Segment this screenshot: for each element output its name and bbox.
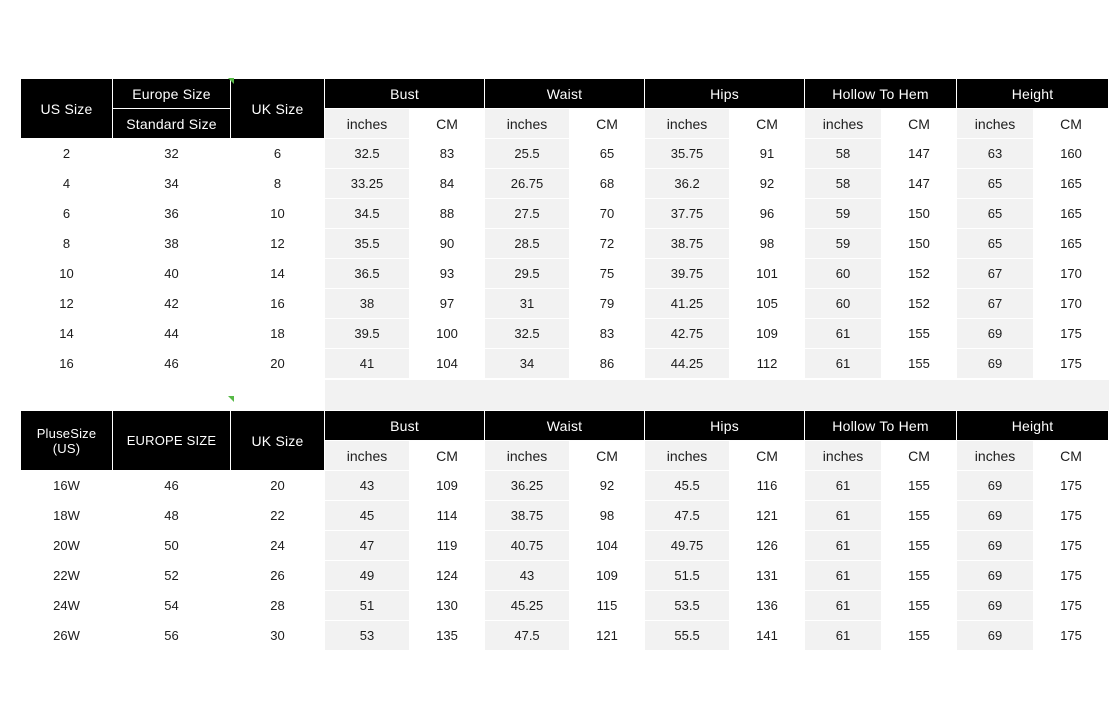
table-cell: 69 <box>957 591 1034 621</box>
table-cell: 155 <box>882 591 957 621</box>
table-cell: 14 <box>231 259 325 289</box>
standard-size-table <box>20 78 1109 379</box>
header-hollow-to-hem: Hollow To Hem <box>805 79 957 109</box>
gap-cell <box>485 380 645 410</box>
table-cell: 104 <box>410 349 485 379</box>
table-cell: 20W <box>21 531 113 561</box>
table-cell: 16 <box>231 289 325 319</box>
accent-marker-icon <box>228 396 234 402</box>
table-cell: 109 <box>570 561 645 591</box>
gap-row <box>21 380 1109 410</box>
header-plus-europe-size: EUROPE SIZE <box>113 411 231 471</box>
table-cell: 10 <box>21 259 113 289</box>
table-cell: 34 <box>113 169 231 199</box>
table-cell: 90 <box>410 229 485 259</box>
table-cell: 126 <box>730 531 805 561</box>
table-cell: 61 <box>805 349 882 379</box>
table-cell: 43 <box>485 561 570 591</box>
table-cell: 61 <box>805 501 882 531</box>
table-cell: 165 <box>1034 199 1109 229</box>
table-cell: 155 <box>882 501 957 531</box>
table-cell: 60 <box>805 259 882 289</box>
table-cell: 70 <box>570 199 645 229</box>
table-cell: 50 <box>113 531 231 561</box>
table-cell: 36 <box>113 199 231 229</box>
table-cell: 109 <box>730 319 805 349</box>
table-cell: 8 <box>231 169 325 199</box>
table-cell: 155 <box>882 621 957 651</box>
header-waist-inches: inches <box>485 109 570 139</box>
table-cell: 16 <box>21 349 113 379</box>
table-cell: 29.5 <box>485 259 570 289</box>
header-bust: Bust <box>325 79 485 109</box>
table-cell: 31 <box>485 289 570 319</box>
header-bust-cm: CM <box>410 109 485 139</box>
table-cell: 100 <box>410 319 485 349</box>
table-cell: 141 <box>730 621 805 651</box>
table-cell: 41.25 <box>645 289 730 319</box>
table-cell: 18W <box>21 501 113 531</box>
table-cell: 67 <box>957 259 1034 289</box>
table-cell: 175 <box>1034 501 1109 531</box>
table-cell: 130 <box>410 591 485 621</box>
table-cell: 136 <box>730 591 805 621</box>
header-plus-hips-inches: inches <box>645 441 730 471</box>
table-cell: 69 <box>957 471 1034 501</box>
table-cell: 43 <box>325 471 410 501</box>
table-cell: 155 <box>882 531 957 561</box>
table-cell: 135 <box>410 621 485 651</box>
table-cell: 42.75 <box>645 319 730 349</box>
plus-table-body <box>21 471 1109 651</box>
table-cell: 20 <box>231 349 325 379</box>
table-cell: 147 <box>882 169 957 199</box>
table-cell: 79 <box>570 289 645 319</box>
gap-cell <box>325 380 485 410</box>
header-height-cm: CM <box>1034 109 1109 139</box>
table-cell: 24W <box>21 591 113 621</box>
table-cell: 55.5 <box>645 621 730 651</box>
table-cell: 175 <box>1034 471 1109 501</box>
table-cell: 30 <box>231 621 325 651</box>
table-row <box>21 591 1109 621</box>
table-cell: 38 <box>325 289 410 319</box>
table-cell: 32.5 <box>485 319 570 349</box>
table-cell: 155 <box>882 471 957 501</box>
table-cell: 61 <box>805 591 882 621</box>
header-hollow-cm: CM <box>882 109 957 139</box>
table-cell: 36.5 <box>325 259 410 289</box>
table-cell: 101 <box>730 259 805 289</box>
table-cell: 61 <box>805 471 882 501</box>
header-us-size: US Size <box>21 79 113 139</box>
table-cell: 49 <box>325 561 410 591</box>
table-cell: 46 <box>113 349 231 379</box>
header-plus-hips: Hips <box>645 411 805 441</box>
table-cell: 84 <box>410 169 485 199</box>
table-row <box>21 621 1109 651</box>
table-cell: 119 <box>410 531 485 561</box>
table-cell: 28 <box>231 591 325 621</box>
table-cell: 10 <box>231 199 325 229</box>
table-cell: 105 <box>730 289 805 319</box>
table-cell: 131 <box>730 561 805 591</box>
table-cell: 60 <box>805 289 882 319</box>
table-cell: 69 <box>957 349 1034 379</box>
table-cell: 39.5 <box>325 319 410 349</box>
table-cell: 86 <box>570 349 645 379</box>
accent-marker-icon <box>228 78 234 84</box>
table-cell: 22W <box>21 561 113 591</box>
header-plus-waist-cm: CM <box>570 441 645 471</box>
table-cell: 150 <box>882 229 957 259</box>
header-plus-height: Height <box>957 411 1109 441</box>
table-cell: 12 <box>21 289 113 319</box>
table-row <box>21 199 1109 229</box>
table-cell: 61 <box>805 561 882 591</box>
table-cell: 51.5 <box>645 561 730 591</box>
table-cell: 24 <box>231 531 325 561</box>
table-cell: 98 <box>730 229 805 259</box>
table-cell: 36.2 <box>645 169 730 199</box>
table-cell: 69 <box>957 561 1034 591</box>
table-cell: 116 <box>730 471 805 501</box>
header-plus-size-line2: (US) <box>52 440 81 456</box>
table-cell: 12 <box>231 229 325 259</box>
table-row <box>21 139 1109 169</box>
table-cell: 25.5 <box>485 139 570 169</box>
header-plus-hollow-to-hem: Hollow To Hem <box>805 411 957 441</box>
table-cell: 175 <box>1034 319 1109 349</box>
table-cell: 44 <box>113 319 231 349</box>
table-cell: 88 <box>410 199 485 229</box>
header-height: Height <box>957 79 1109 109</box>
table-cell: 34 <box>485 349 570 379</box>
table-cell: 175 <box>1034 531 1109 561</box>
table-cell: 155 <box>882 349 957 379</box>
header-height-inches: inches <box>957 109 1034 139</box>
header-plus-uk-size: UK Size <box>231 411 325 471</box>
table-cell: 58 <box>805 169 882 199</box>
table-cell: 97 <box>410 289 485 319</box>
table-cell: 155 <box>882 319 957 349</box>
table-cell: 32.5 <box>325 139 410 169</box>
table-cell: 26W <box>21 621 113 651</box>
gap-cell <box>645 380 805 410</box>
table-cell: 83 <box>570 319 645 349</box>
header-waist-cm: CM <box>570 109 645 139</box>
charts-gap <box>20 379 1109 410</box>
header-plus-waist: Waist <box>485 411 645 441</box>
table-cell: 114 <box>410 501 485 531</box>
table-cell: 40 <box>113 259 231 289</box>
table-cell: 35.75 <box>645 139 730 169</box>
table-cell: 14 <box>21 319 113 349</box>
table-cell: 67 <box>957 289 1034 319</box>
table-cell: 96 <box>730 199 805 229</box>
header-hips-cm: CM <box>730 109 805 139</box>
table-cell: 54 <box>113 591 231 621</box>
table-cell: 4 <box>21 169 113 199</box>
table-cell: 175 <box>1034 349 1109 379</box>
table-cell: 152 <box>882 259 957 289</box>
table-cell: 45.5 <box>645 471 730 501</box>
table-row <box>21 229 1109 259</box>
table-cell: 63 <box>957 139 1034 169</box>
table-cell: 51 <box>325 591 410 621</box>
table-cell: 61 <box>805 319 882 349</box>
header-plus-bust: Bust <box>325 411 485 441</box>
header-plus-hollow-inches: inches <box>805 441 882 471</box>
header-plus-waist-inches: inches <box>485 441 570 471</box>
table-cell: 72 <box>570 229 645 259</box>
table-cell: 45 <box>325 501 410 531</box>
header-bust-inches: inches <box>325 109 410 139</box>
table-cell: 53.5 <box>645 591 730 621</box>
header-plus-size <box>21 411 113 471</box>
table-cell: 2 <box>21 139 113 169</box>
gap-cell <box>805 380 957 410</box>
table-row <box>21 561 1109 591</box>
table-cell: 56 <box>113 621 231 651</box>
table-cell: 26.75 <box>485 169 570 199</box>
table-header-row-groups <box>21 79 1109 109</box>
table-cell: 8 <box>21 229 113 259</box>
table-cell: 36.25 <box>485 471 570 501</box>
header-europe-size: Europe Size <box>113 79 231 109</box>
table-header-row-units <box>21 109 1109 139</box>
table-cell: 38.75 <box>645 229 730 259</box>
standard-table-body <box>21 139 1109 379</box>
table-cell: 175 <box>1034 561 1109 591</box>
table-cell: 83 <box>410 139 485 169</box>
table-cell: 165 <box>1034 169 1109 199</box>
table-cell: 61 <box>805 621 882 651</box>
header-hips: Hips <box>645 79 805 109</box>
table-cell: 27.5 <box>485 199 570 229</box>
table-cell: 47 <box>325 531 410 561</box>
table-cell: 38.75 <box>485 501 570 531</box>
table-cell: 53 <box>325 621 410 651</box>
table-cell: 28.5 <box>485 229 570 259</box>
header-waist: Waist <box>485 79 645 109</box>
gap-cell <box>231 380 325 410</box>
table-cell: 69 <box>957 621 1034 651</box>
header-plus-bust-inches: inches <box>325 441 410 471</box>
table-cell: 38 <box>113 229 231 259</box>
table-cell: 59 <box>805 199 882 229</box>
table-cell: 48 <box>113 501 231 531</box>
table-cell: 175 <box>1034 591 1109 621</box>
table-cell: 160 <box>1034 139 1109 169</box>
table-cell: 34.5 <box>325 199 410 229</box>
table-cell: 115 <box>570 591 645 621</box>
table-cell: 104 <box>570 531 645 561</box>
table-cell: 32 <box>113 139 231 169</box>
header-plus-bust-cm: CM <box>410 441 485 471</box>
plus-header-row-groups <box>21 411 1109 441</box>
header-hips-inches: inches <box>645 109 730 139</box>
gap-cell <box>113 380 231 410</box>
table-cell: 65 <box>957 169 1034 199</box>
table-cell: 147 <box>882 139 957 169</box>
table-cell: 47.5 <box>645 501 730 531</box>
table-cell: 49.75 <box>645 531 730 561</box>
table-cell: 40.75 <box>485 531 570 561</box>
header-plus-height-cm: CM <box>1034 441 1109 471</box>
table-row <box>21 349 1109 379</box>
table-cell: 92 <box>730 169 805 199</box>
table-cell: 20 <box>231 471 325 501</box>
gap-cell <box>21 380 113 410</box>
table-cell: 46 <box>113 471 231 501</box>
table-cell: 6 <box>21 199 113 229</box>
table-cell: 44.25 <box>645 349 730 379</box>
table-row <box>21 259 1109 289</box>
table-cell: 75 <box>570 259 645 289</box>
table-cell: 26 <box>231 561 325 591</box>
plus-size-table <box>20 410 1109 651</box>
table-cell: 91 <box>730 139 805 169</box>
table-cell: 69 <box>957 531 1034 561</box>
table-cell: 69 <box>957 501 1034 531</box>
header-plus-hollow-cm: CM <box>882 441 957 471</box>
table-cell: 69 <box>957 319 1034 349</box>
table-cell: 152 <box>882 289 957 319</box>
table-cell: 16W <box>21 471 113 501</box>
table-row <box>21 289 1109 319</box>
table-cell: 155 <box>882 561 957 591</box>
table-cell: 42 <box>113 289 231 319</box>
table-cell: 47.5 <box>485 621 570 651</box>
table-cell: 150 <box>882 199 957 229</box>
table-row <box>21 531 1109 561</box>
table-cell: 65 <box>570 139 645 169</box>
table-cell: 22 <box>231 501 325 531</box>
table-cell: 112 <box>730 349 805 379</box>
table-cell: 35.5 <box>325 229 410 259</box>
table-cell: 92 <box>570 471 645 501</box>
table-cell: 93 <box>410 259 485 289</box>
table-cell: 121 <box>570 621 645 651</box>
size-charts-container <box>20 78 1099 651</box>
header-plus-hips-cm: CM <box>730 441 805 471</box>
table-cell: 170 <box>1034 289 1109 319</box>
table-row <box>21 319 1109 349</box>
table-cell: 68 <box>570 169 645 199</box>
table-row <box>21 471 1109 501</box>
table-cell: 65 <box>957 199 1034 229</box>
table-cell: 121 <box>730 501 805 531</box>
table-cell: 39.75 <box>645 259 730 289</box>
table-cell: 59 <box>805 229 882 259</box>
table-row <box>21 501 1109 531</box>
table-cell: 6 <box>231 139 325 169</box>
header-hollow-inches: inches <box>805 109 882 139</box>
table-cell: 37.75 <box>645 199 730 229</box>
header-plus-size-line1: PluseSize <box>36 425 97 441</box>
table-cell: 170 <box>1034 259 1109 289</box>
table-cell: 61 <box>805 531 882 561</box>
header-standard-size: Standard Size <box>113 109 231 139</box>
gap-cell <box>957 380 1109 410</box>
table-row <box>21 169 1109 199</box>
table-cell: 65 <box>957 229 1034 259</box>
table-cell: 124 <box>410 561 485 591</box>
table-cell: 98 <box>570 501 645 531</box>
table-cell: 33.25 <box>325 169 410 199</box>
table-cell: 109 <box>410 471 485 501</box>
table-cell: 52 <box>113 561 231 591</box>
header-plus-height-inches: inches <box>957 441 1034 471</box>
table-cell: 45.25 <box>485 591 570 621</box>
table-cell: 18 <box>231 319 325 349</box>
table-cell: 41 <box>325 349 410 379</box>
table-cell: 165 <box>1034 229 1109 259</box>
header-uk-size: UK Size <box>231 79 325 139</box>
table-cell: 175 <box>1034 621 1109 651</box>
table-cell: 58 <box>805 139 882 169</box>
